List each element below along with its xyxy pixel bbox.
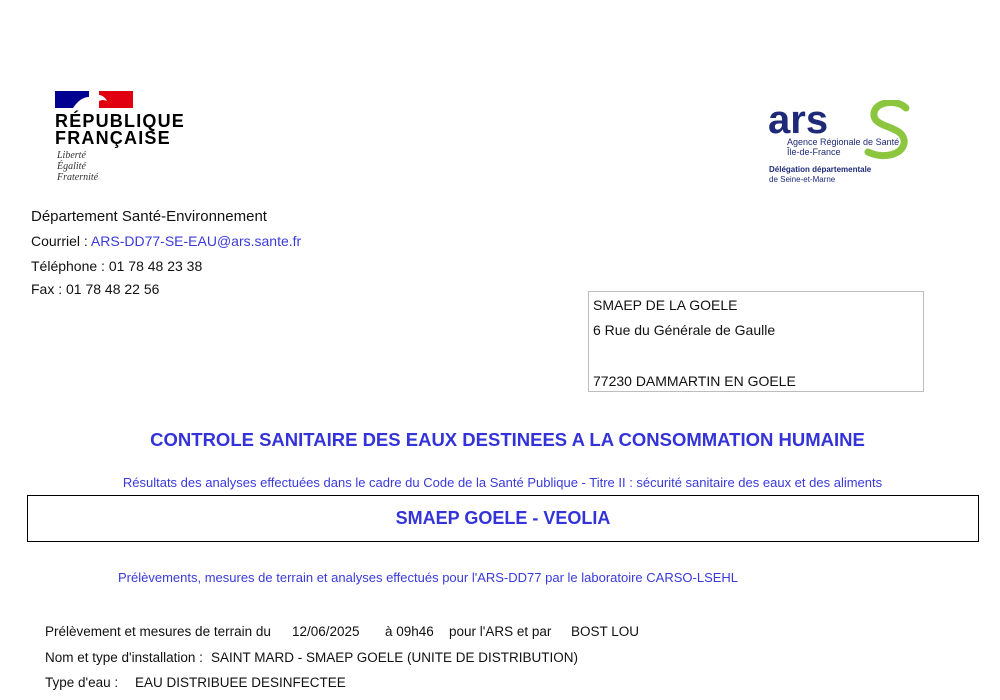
recipient-name: SMAEP DE LA GOELE xyxy=(593,297,738,313)
sampling-time: à 09h46 xyxy=(385,624,434,639)
sampling-label: Prélèvement et mesures de terrain du xyxy=(45,624,271,639)
recipient-street: 6 Rue du Générale de Gaulle xyxy=(593,322,776,338)
ars-delegation-line1: Délégation départementale xyxy=(769,165,872,174)
sampling-for-label: pour l'ARS et par xyxy=(449,624,552,639)
republique-line2: FRANÇAISE xyxy=(55,128,171,148)
motto-egalite: Égalité xyxy=(57,161,86,172)
sampling-intro: Prélèvements, mesures de terrain et analyses effectués pour l'ARS-DD77 par le laboratoire CARSO-LSEHL xyxy=(118,570,739,585)
ars-delegation-line2: de Seine-et-Marne xyxy=(769,175,836,184)
ars-agency-line2: Île-de-France xyxy=(787,147,841,157)
ars-agency-line1: Agence Régionale de Santé xyxy=(787,137,900,147)
recipient-city: 77230 DAMMARTIN EN GOELE xyxy=(593,373,796,389)
report-title: CONTROLE SANITAIRE DES EAUX DESTINEES A LA CONSOMMATION HUMAINE xyxy=(150,429,865,450)
department-name: Département Santé-Environnement xyxy=(31,208,267,225)
installation-value: SAINT MARD - SMAEP GOELE (UNITE DE DISTRIBUTION) xyxy=(211,650,579,665)
ars-letters: ars xyxy=(768,100,829,142)
water-type-label: Type d'eau : xyxy=(45,675,119,690)
fax-line: Fax : 01 78 48 22 56 xyxy=(31,281,160,297)
motto-fraternite: Fraternité xyxy=(57,172,99,183)
sampling-date: 12/06/2025 xyxy=(292,624,360,639)
email-link[interactable]: ARS-DD77-SE-EAU@ars.sante.fr xyxy=(90,233,302,249)
report-subtitle: Résultats des analyses effectuées dans le cadre du Code de la Santé Publique - Titre II : sécurité sanitaire des eaux et des aliments xyxy=(122,475,883,490)
email-label: Courriel : xyxy=(31,233,91,249)
republique-flag-icon xyxy=(55,91,133,108)
motto-liberte: Liberté xyxy=(57,150,86,161)
installation-label: Nom et type d'installation : xyxy=(45,650,203,665)
sampler-name: BOST LOU xyxy=(571,624,640,639)
water-type-value: EAU DISTRIBUEE DESINFECTEE xyxy=(135,675,346,690)
network-name: SMAEP GOELE - VEOLIA xyxy=(395,508,611,528)
email-line xyxy=(31,233,301,249)
republique-line1: RÉPUBLIQUE xyxy=(55,111,186,131)
phone-line: Téléphone : 01 78 48 23 38 xyxy=(31,258,203,274)
